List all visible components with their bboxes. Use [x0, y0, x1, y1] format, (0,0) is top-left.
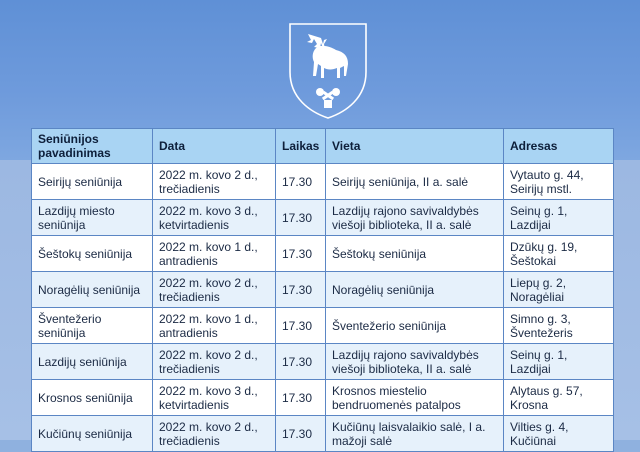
cell-date: 2022 m. kovo 3 d., ketvirtadienis — [153, 380, 276, 416]
schedule-table — [31, 128, 614, 452]
header-place: Vieta — [326, 129, 504, 164]
table-row — [32, 416, 614, 452]
cell-date: 2022 m. kovo 2 d., trečiadienis — [153, 164, 276, 200]
cell-place: Krosnos miestelio bendruomenės patalpos — [326, 380, 504, 416]
cell-date: 2022 m. kovo 2 d., trečiadienis — [153, 344, 276, 380]
cell-place: Šeštokų seniūnija — [326, 236, 504, 272]
table-row — [32, 272, 614, 308]
cell-date: 2022 m. kovo 1 d., antradienis — [153, 308, 276, 344]
header-time: Laikas — [276, 129, 326, 164]
coat-of-arms-moose-keys-icon — [286, 20, 370, 120]
cell-time: 17.30 — [276, 200, 326, 236]
cell-name: Lazdijų miesto seniūnija — [32, 200, 153, 236]
cell-place: Noragėlių seniūnija — [326, 272, 504, 308]
cell-date: 2022 m. kovo 1 d., antradienis — [153, 236, 276, 272]
cell-address: Simno g. 3, Šventežeris — [504, 308, 614, 344]
cell-time: 17.30 — [276, 344, 326, 380]
cell-name: Šeštokų seniūnija — [32, 236, 153, 272]
cell-name: Noragėlių seniūnija — [32, 272, 153, 308]
cell-name: Šventežerio seniūnija — [32, 308, 153, 344]
cell-time: 17.30 — [276, 380, 326, 416]
cell-address: Liepų g. 2, Noragėliai — [504, 272, 614, 308]
header-date: Data — [153, 129, 276, 164]
table-row — [32, 344, 614, 380]
table-row — [32, 200, 614, 236]
cell-address: Seinų g. 1, Lazdijai — [504, 344, 614, 380]
cell-address: Seinų g. 1, Lazdijai — [504, 200, 614, 236]
cell-place: Lazdijų rajono savivaldybės viešoji biblioteka, II a. salė — [326, 200, 504, 236]
cell-name: Lazdijų seniūnija — [32, 344, 153, 380]
table-row — [32, 164, 614, 200]
cell-place: Kučiūnų laisvalaikio salė, I a. mažoji salė — [326, 416, 504, 452]
cell-date: 2022 m. kovo 3 d., ketvirtadienis — [153, 200, 276, 236]
header-address: Adresas — [504, 129, 614, 164]
cell-time: 17.30 — [276, 416, 326, 452]
cell-time: 17.30 — [276, 236, 326, 272]
table-row — [32, 380, 614, 416]
cell-place: Lazdijų rajono savivaldybės viešoji biblioteka, II a. salė — [326, 344, 504, 380]
header-name: Seniūnijos pavadinimas — [32, 129, 153, 164]
cell-date: 2022 m. kovo 2 d., trečiadienis — [153, 272, 276, 308]
cell-date: 2022 m. kovo 2 d., trečiadienis — [153, 416, 276, 452]
table-row — [32, 308, 614, 344]
cell-address: Alytaus g. 57, Krosna — [504, 380, 614, 416]
cell-address: Vytauto g. 44, Seirijų mstl. — [504, 164, 614, 200]
cell-address: Vilties g. 4, Kučiūnai — [504, 416, 614, 452]
cell-place: Šventežerio seniūnija — [326, 308, 504, 344]
cell-place: Seirijų seniūnija, II a. salė — [326, 164, 504, 200]
table-row — [32, 236, 614, 272]
cell-time: 17.30 — [276, 308, 326, 344]
cell-address: Dzūkų g. 19, Šeštokai — [504, 236, 614, 272]
cell-name: Krosnos seniūnija — [32, 380, 153, 416]
cell-time: 17.30 — [276, 272, 326, 308]
cell-name: Seirijų seniūnija — [32, 164, 153, 200]
cell-time: 17.30 — [276, 164, 326, 200]
table-header-row — [32, 129, 614, 164]
cell-name: Kučiūnų seniūnija — [32, 416, 153, 452]
